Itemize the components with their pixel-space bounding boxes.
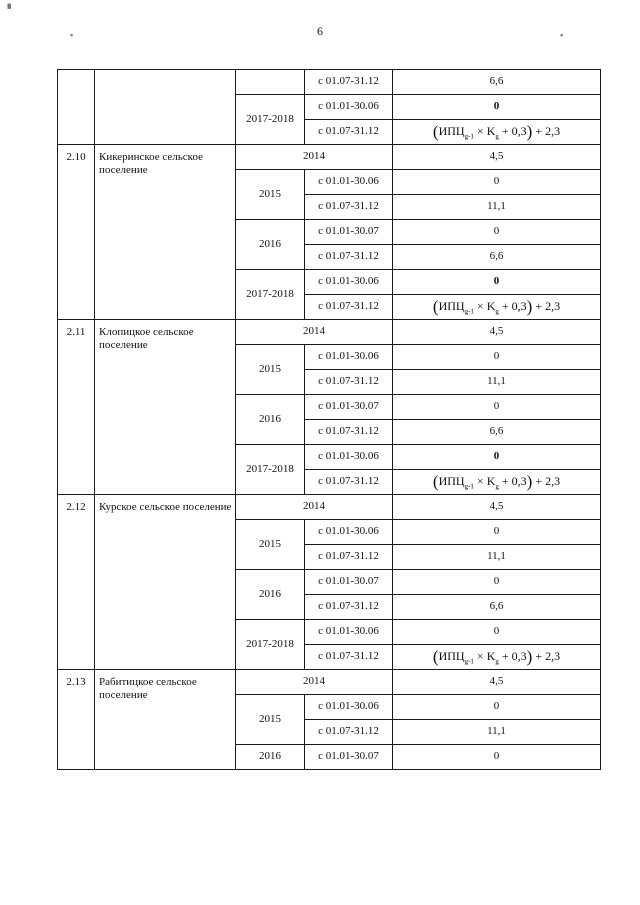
value-cell: 11,1 (393, 195, 601, 220)
section-number: 2.12 (58, 495, 95, 670)
year-cell: 2014 (236, 145, 393, 170)
date-range-cell: с 01.07-31.12 (305, 70, 393, 95)
name-cell (95, 70, 236, 145)
value-cell: 0 (393, 395, 601, 420)
value-cell: 0 (393, 345, 601, 370)
formula-cell (393, 295, 601, 320)
value-cell: 4,5 (393, 670, 601, 695)
table-row (58, 320, 601, 345)
formula: $(ИПЦ_{g-1} \times K_g + 0,3) + 2,3$ (432, 121, 561, 141)
year-cell: 2016 (236, 395, 305, 445)
date-range-cell: с 01.07-31.12 (305, 545, 393, 570)
date-range-cell: с 01.01-30.07 (305, 570, 393, 595)
date-range-cell: с 01.01-30.06 (305, 345, 393, 370)
value-cell: 4,5 (393, 320, 601, 345)
date-range-cell: с 01.07-31.12 (305, 370, 393, 395)
formula-cell (393, 120, 601, 145)
scan-speck: ▝ (4, 4, 11, 14)
value-cell: 0 (393, 270, 601, 295)
formula: $(ИПЦ_{g-1} \times K_g + 0,3) + 2,3$ (432, 471, 561, 491)
settlement-name: Клопицкое сельское поселение (95, 320, 236, 495)
year-cell: 2016 (236, 745, 305, 770)
date-range-cell: с 01.07-31.12 (305, 245, 393, 270)
value-cell: 0 (393, 445, 601, 470)
value-cell: 6,6 (393, 70, 601, 95)
date-range-cell: с 01.01-30.06 (305, 695, 393, 720)
settlement-name: Кикеринское сельское поселение (95, 145, 236, 320)
formula: $(ИПЦ_{g-1} \times K_g + 0,3) + 2,3$ (432, 646, 561, 666)
date-range-cell: с 01.01-30.06 (305, 520, 393, 545)
section-number: 2.11 (58, 320, 95, 495)
value-cell: 0 (393, 220, 601, 245)
table-row (58, 495, 601, 520)
year-cell: 2015 (236, 520, 305, 570)
date-range-cell: с 01.01-30.06 (305, 270, 393, 295)
value-cell: 11,1 (393, 720, 601, 745)
date-range-cell: с 01.01-30.07 (305, 745, 393, 770)
scan-speck: ▪ (560, 30, 564, 40)
section-number: 2.10 (58, 145, 95, 320)
value-cell: 11,1 (393, 370, 601, 395)
value-cell: 0 (393, 170, 601, 195)
date-range-cell: с 01.01-30.06 (305, 445, 393, 470)
value-cell: 0 (393, 520, 601, 545)
date-range-cell: с 01.07-31.12 (305, 470, 393, 495)
formula-cell (393, 470, 601, 495)
date-range-cell: с 01.07-31.12 (305, 420, 393, 445)
year-cell: 2015 (236, 170, 305, 220)
value-cell: 0 (393, 745, 601, 770)
date-range-cell: с 01.07-31.12 (305, 645, 393, 670)
table-row (58, 670, 601, 695)
value-cell: 6,6 (393, 595, 601, 620)
year-cell (236, 70, 305, 95)
date-range-cell: с 01.01-30.06 (305, 170, 393, 195)
formula-cell (393, 645, 601, 670)
table-row (58, 70, 601, 95)
formula: $(ИПЦ_{g-1} \times K_g + 0,3) + 2,3$ (432, 296, 561, 316)
date-range-cell: с 01.07-31.12 (305, 720, 393, 745)
page-number: 6 (317, 24, 323, 38)
date-range-cell: с 01.01-30.07 (305, 220, 393, 245)
value-cell: 4,5 (393, 495, 601, 520)
tariff-table (57, 69, 601, 770)
year-cell: 2014 (236, 670, 393, 695)
date-range-cell: с 01.01-30.06 (305, 620, 393, 645)
year-cell: 2017-2018 (236, 270, 305, 320)
scan-speck: ▪ (70, 30, 74, 40)
value-cell: 0 (393, 695, 601, 720)
year-cell: 2017-2018 (236, 95, 305, 145)
value-cell: 6,6 (393, 245, 601, 270)
section-number: 2.13 (58, 670, 95, 770)
year-cell: 2017-2018 (236, 445, 305, 495)
year-cell: 2016 (236, 220, 305, 270)
value-cell: 0 (393, 95, 601, 120)
date-range-cell: с 01.01-30.06 (305, 95, 393, 120)
date-range-cell: с 01.01-30.07 (305, 395, 393, 420)
year-cell: 2015 (236, 695, 305, 745)
date-range-cell: с 01.07-31.12 (305, 595, 393, 620)
number-cell (58, 70, 95, 145)
settlement-name: Курское сельское поселение (95, 495, 236, 670)
value-cell: 4,5 (393, 145, 601, 170)
value-cell: 6,6 (393, 420, 601, 445)
value-cell: 0 (393, 570, 601, 595)
year-cell: 2015 (236, 345, 305, 395)
year-cell: 2014 (236, 495, 393, 520)
value-cell: 11,1 (393, 545, 601, 570)
year-cell: 2017-2018 (236, 620, 305, 670)
date-range-cell: с 01.07-31.12 (305, 195, 393, 220)
value-cell: 0 (393, 620, 601, 645)
year-cell: 2014 (236, 320, 393, 345)
date-range-cell: с 01.07-31.12 (305, 295, 393, 320)
date-range-cell: с 01.07-31.12 (305, 120, 393, 145)
table-row (58, 145, 601, 170)
year-cell: 2016 (236, 570, 305, 620)
settlement-name: Рабитицкое сельское поселение (95, 670, 236, 770)
